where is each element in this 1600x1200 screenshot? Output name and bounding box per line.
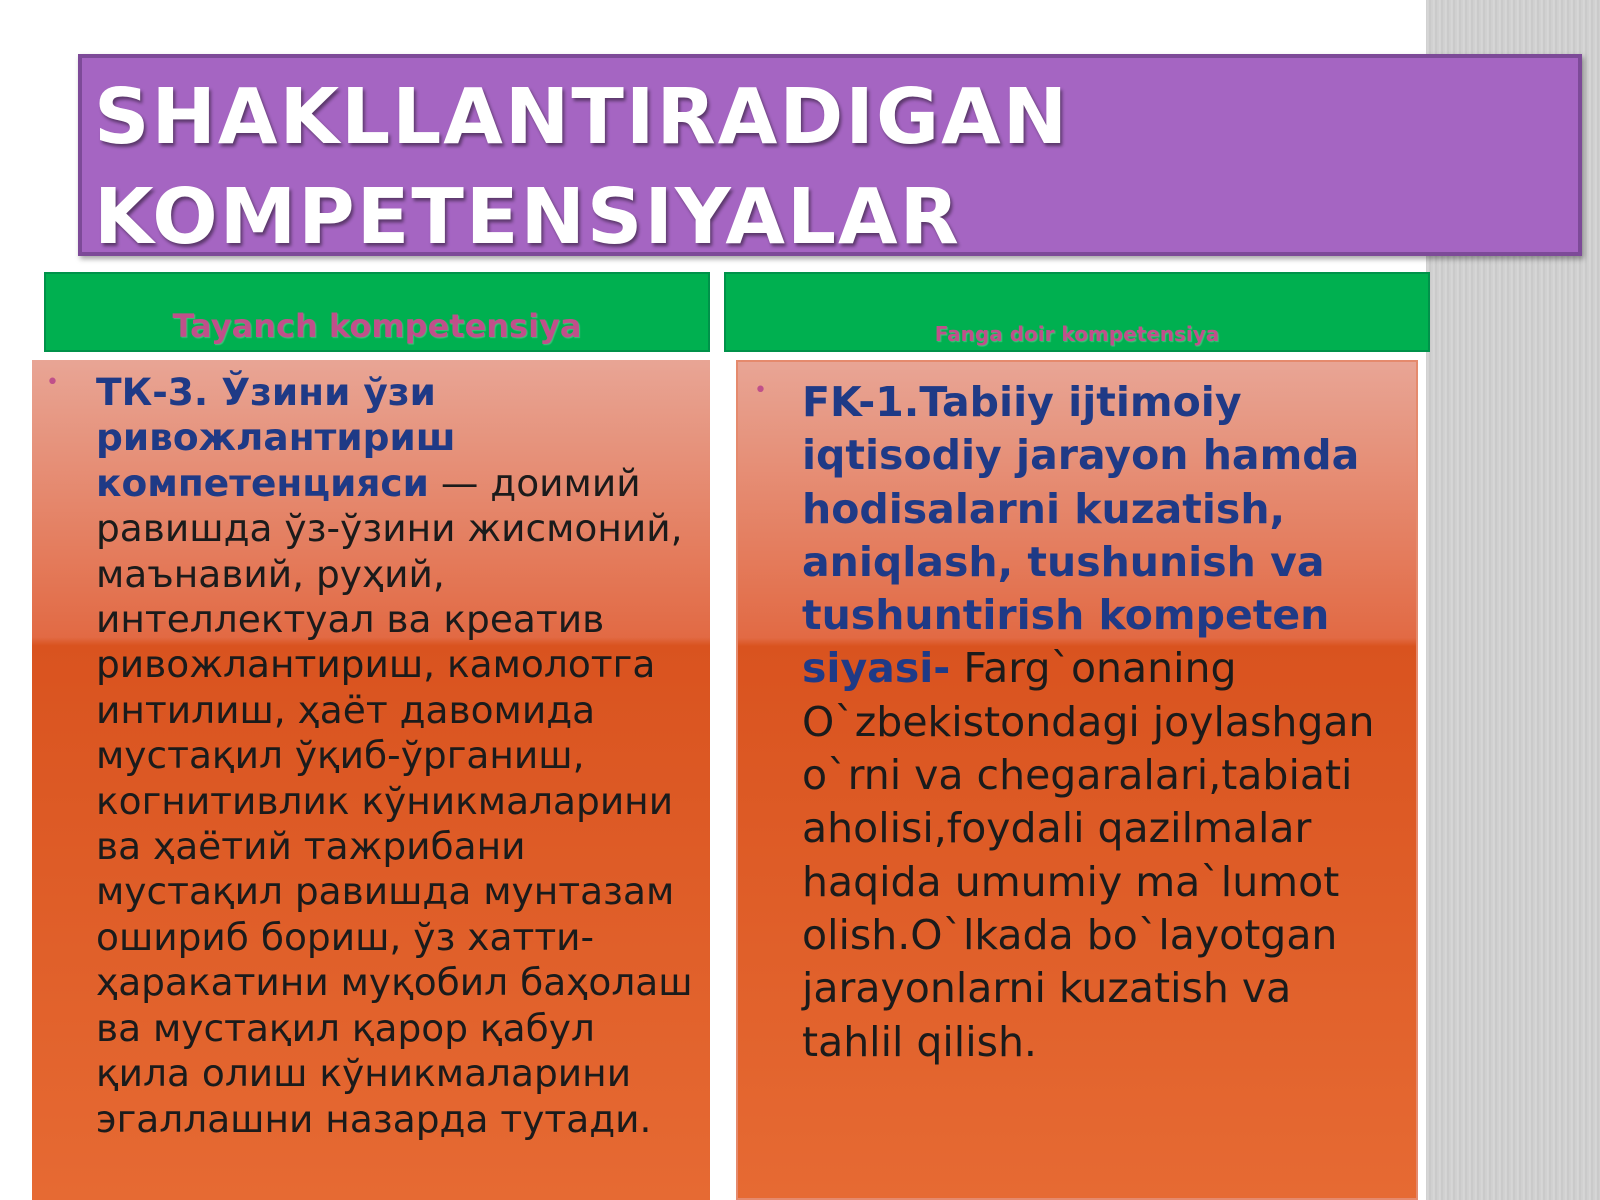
slide-title: SHAKLLANTIRADIGAN KOMPETENSIYALAR [94,73,1070,262]
bullet-icon: • [46,370,59,395]
right-bullet-body: Farg`onaning O`zbekistondagi joylashgan o`rni va chegaralari,tabiati aholisi,foydali qazilmalar haqida umumiy ma`lumot olish.O`lkada bo`layotgan jarayonlarni kuzatish va tahlil qilish. [802,644,1375,1066]
left-bullet-body: — доимий равишда ўз-ўзини жисмоний, маънавий, руҳий, интеллектуал ва креатив ривожлантириш, камолотга интилиш, ҳаёт давомида мустақил ўқиб-ўрганиш, когнитивлик кўникмаларини ва ҳаётий тажрибани мустақил равишда мунтазам ошириб бориш, ўз хатти-ҳаракатини муқобил баҳолаш ва мустақил қарор қабул қила олиш кўникмаларини эгаллашни назарда тутади. [96,460,693,1141]
right-bullet-lead: FK-1.Tabiiy ijtimoiy iqtisodiy jarayon hamda hodisalarni kuzatish, aniqlash, tushunish va tushuntirish kompeten siyasi- [802,378,1360,693]
right-column-header: Fanga doir kompetensiya [724,272,1430,352]
title-banner [78,54,1582,262]
left-bullet-lead: ТК-3. Ўзини ўзи ривожлантириш компетенцияси [96,370,456,505]
right-column-content [736,360,1418,1200]
left-column-content [32,360,710,1200]
bullet-icon: • [754,378,767,403]
left-bullet-text [96,370,696,1142]
left-column-header: Tayanch kompetensiya [44,272,710,352]
right-bullet-text [802,376,1402,1069]
